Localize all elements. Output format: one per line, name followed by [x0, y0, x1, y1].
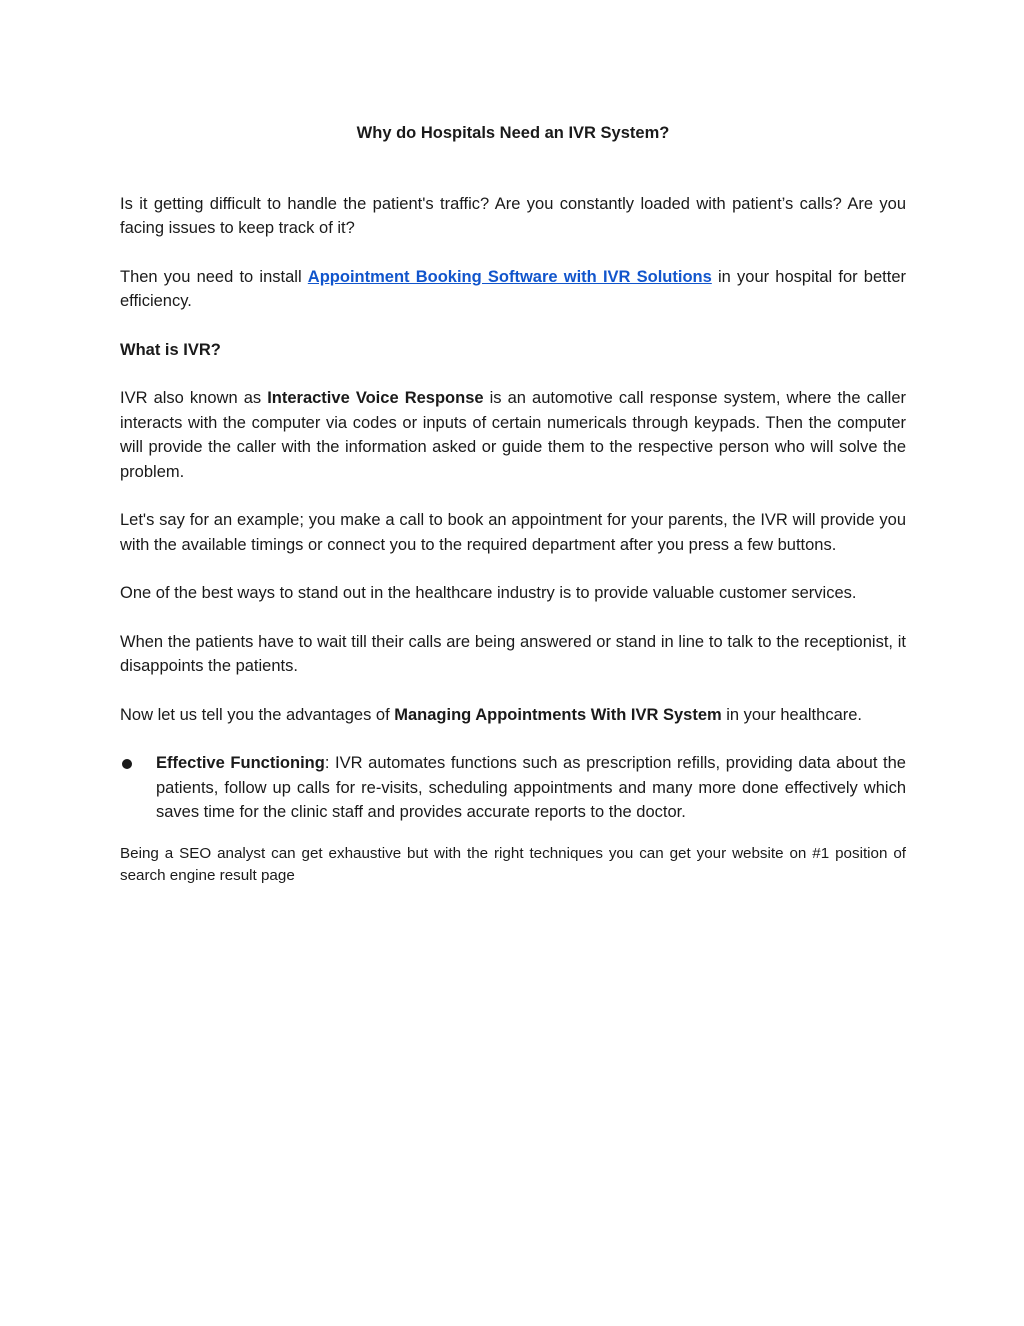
document-title: Why do Hospitals Need an IVR System?: [356, 124, 670, 142]
ivr-def-before: IVR also known as: [120, 389, 268, 407]
bullet-bold: Effective Functioning: [156, 754, 325, 772]
example-paragraph: Let's say for an example; you make a call to book an appointment for your parents, the IVR will provide you with the available timings or connect you to the required department after you press a few buttons.: [120, 511, 906, 554]
footer-note: Being a SEO analyst can get exhaustive but with the right techniques you can get your website on #1 position of search engine result page: [120, 844, 906, 884]
install-text-before: Then you need to install: [120, 267, 308, 286]
appointment-software-link[interactable]: Appointment Booking Software with IVR Solutions: [307, 267, 712, 286]
waiting-paragraph: When the patients have to wait till their calls are being answered or stand in line to talk to the receptionist, it disappoints the patients.: [120, 632, 906, 675]
advantages-list: [120, 751, 906, 825]
ivr-def-bold: Interactive Voice Response: [267, 389, 484, 407]
advantages-after: in your healthcare.: [721, 705, 863, 724]
best-ways-paragraph: One of the best ways to stand out in the healthcare industry is to provide valuable customer services.: [120, 584, 857, 602]
bullet-text: : IVR automates functions such as prescription refills, providing data about the patients, follow up calls for re-visits, scheduling appointments and many more done effectively which saves time for the clinic staff and provides accurate reports to the doctor.: [156, 754, 906, 821]
document-page: [120, 121, 906, 887]
bullet-icon: [122, 759, 132, 769]
advantages-paragraph: [120, 703, 906, 728]
intro-paragraph: Is it getting difficult to handle the patient's traffic? Are you constantly loaded with patient’s calls? Are you facing issues to keep track of it?: [120, 194, 906, 237]
list-item: [120, 751, 906, 825]
ivr-definition-paragraph: [120, 386, 906, 484]
advantages-bold: Managing Appointments With IVR System: [394, 705, 722, 724]
install-paragraph: [120, 265, 906, 314]
what-is-ivr-heading: What is IVR?: [120, 340, 221, 359]
install-text-after: in your hospital for better efficiency.: [120, 267, 906, 310]
ivr-def-after: is an automotive call response system, where the caller interacts with the computer via codes or inputs of certain numericals through keypads. Then the computer will provide the caller with the information asked or guide them to the respective person who will solve the problem.: [120, 389, 906, 481]
advantages-before: Now let us tell you the advantages of: [120, 705, 395, 724]
